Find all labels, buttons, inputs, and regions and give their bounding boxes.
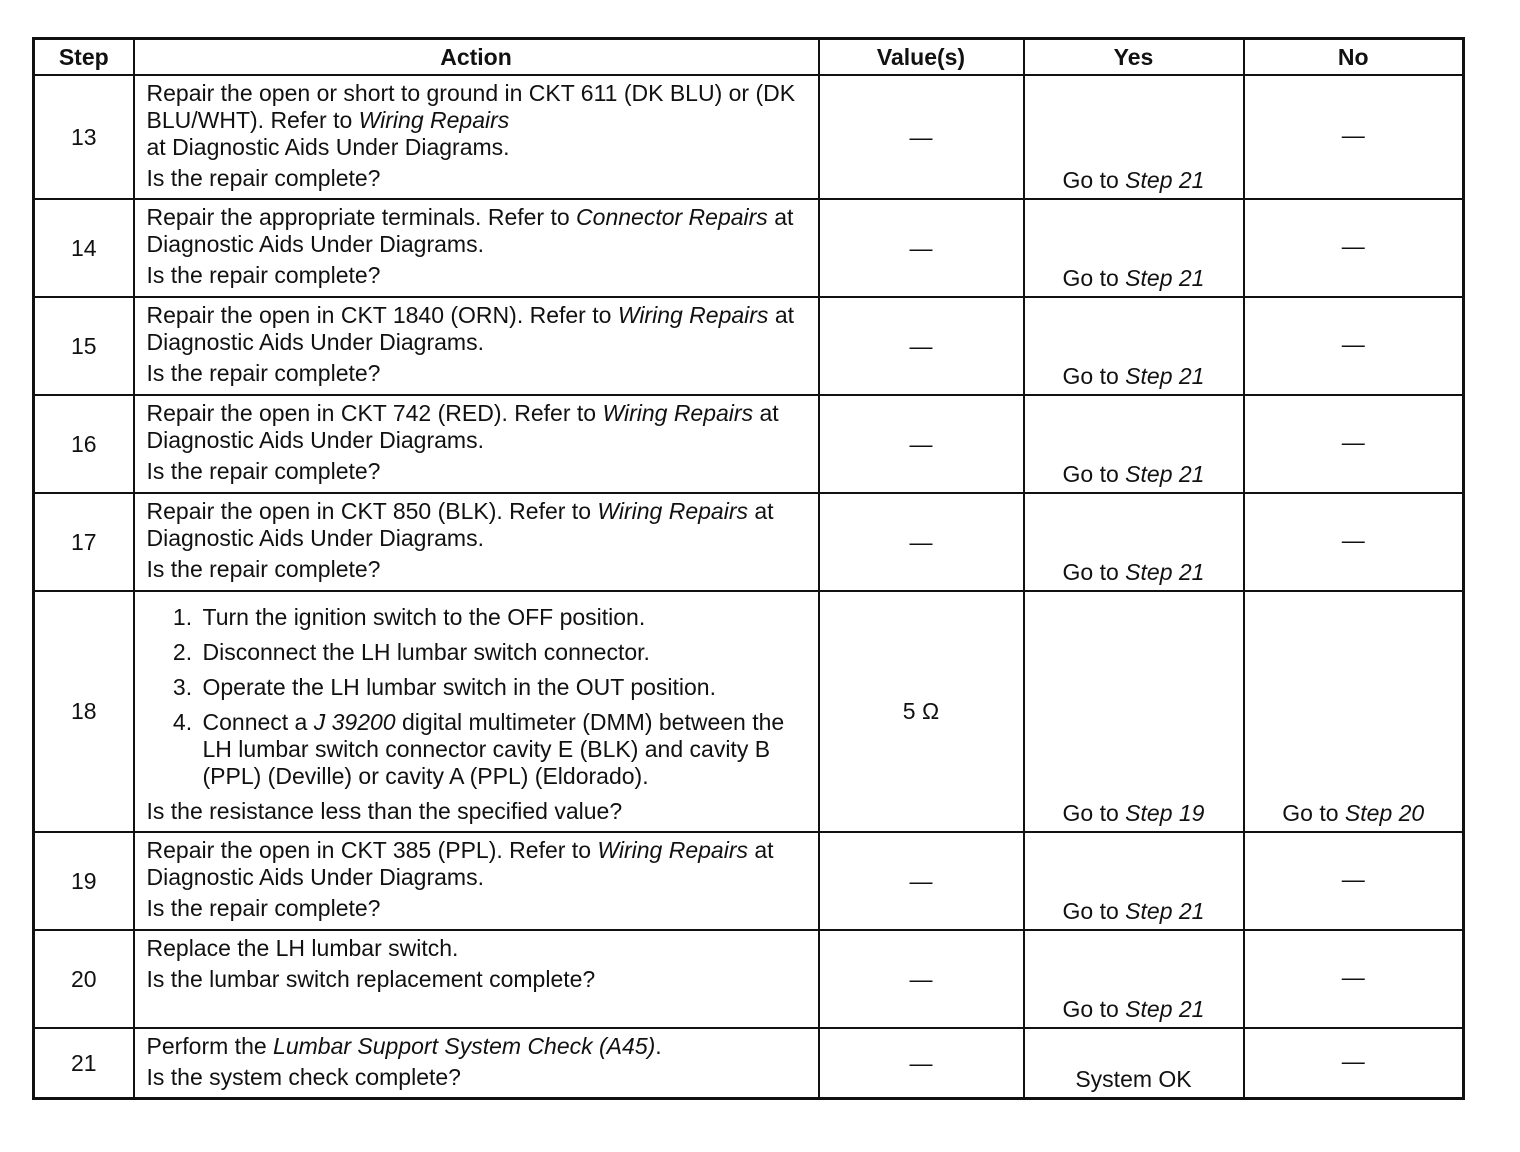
no-cell: —: [1244, 1028, 1464, 1099]
no-cell: —: [1244, 832, 1464, 930]
table-row-step-14: [34, 199, 1464, 297]
no-cell: —: [1244, 199, 1464, 297]
list-item: 2. Disconnect the LH lumbar switch connector.: [199, 639, 808, 666]
action-text: Repair the open or short to ground in CKT 611 (DK BLU) or (DK BLU/WHT). Refer to Wiring Repairs: [146, 80, 796, 133]
header-yes: Yes: [1024, 39, 1244, 76]
value-cell: —: [819, 297, 1024, 395]
table-row-step-13: [34, 75, 1464, 199]
list-item: 3. Operate the LH lumbar switch in the OUT position.: [199, 674, 808, 701]
value-cell: —: [819, 395, 1024, 493]
action-text: Repair the open in CKT 1840 (ORN). Refer to Wiring Repairs at Diagnostic Aids Under Diagrams.: [146, 302, 795, 355]
action-question: Is the repair complete?: [146, 262, 381, 288]
header-action: Action: [134, 39, 819, 76]
table-row-step-16: [34, 395, 1464, 493]
yes-cell: Go to Step 19: [1024, 591, 1244, 832]
no-cell: —: [1244, 297, 1464, 395]
action-cell: [134, 75, 819, 199]
action-cell: [134, 199, 819, 297]
action-question: Is the system check complete?: [146, 1064, 461, 1090]
value-cell: —: [819, 832, 1024, 930]
value-cell: —: [819, 75, 1024, 199]
table-row-step-21: [34, 1028, 1464, 1099]
action-cell: [134, 832, 819, 930]
header-values: Value(s): [819, 39, 1024, 76]
yes-cell: Go to Step 21: [1024, 493, 1244, 591]
action-question: Is the repair complete?: [146, 165, 381, 191]
yes-cell: Go to Step 21: [1024, 297, 1244, 395]
action-cell: [134, 591, 819, 832]
header-no: No: [1244, 39, 1464, 76]
no-cell: —: [1244, 493, 1464, 591]
value-cell: —: [819, 199, 1024, 297]
yes-cell: Go to Step 21: [1024, 395, 1244, 493]
step-number: 18: [34, 591, 134, 832]
header-step: Step: [34, 39, 134, 76]
yes-cell: Go to Step 21: [1024, 199, 1244, 297]
action-text: Repair the appropriate terminals. Refer to Connector Repairs at Diagnostic Aids Under Diagrams.: [146, 204, 794, 257]
value-cell: —: [819, 493, 1024, 591]
step-number: 14: [34, 199, 134, 297]
no-cell: —: [1244, 75, 1464, 199]
action-question: Is the repair complete?: [146, 458, 381, 484]
table-row-step-18: [34, 591, 1464, 832]
yes-cell: System OK: [1024, 1028, 1244, 1099]
table-row-step-20: [34, 930, 1464, 1028]
action-text: Replace the LH lumbar switch.: [146, 935, 459, 961]
list-item: 4. Connect a J 39200 digital multimeter (DMM) between the LH lumbar switch connector cavity E (BLK) and cavity B (PPL) (Deville) or cavity A (PPL) (Eldorado).: [199, 709, 808, 790]
action-text: Repair the open in CKT 742 (RED). Refer to Wiring Repairs at Diagnostic Aids Under Diagrams.: [146, 400, 779, 453]
value-cell: 5 Ω: [819, 591, 1024, 832]
action-text: Perform the Lumbar Support System Check (A45).: [146, 1033, 662, 1059]
value-cell: —: [819, 930, 1024, 1028]
action-cell: [134, 297, 819, 395]
yes-cell: Go to Step 21: [1024, 75, 1244, 199]
yes-cell: Go to Step 21: [1024, 930, 1244, 1028]
no-cell: —: [1244, 930, 1464, 1028]
action-cell: [134, 930, 819, 1028]
action-question: Is the repair complete?: [146, 895, 381, 921]
action-cell: [134, 1028, 819, 1099]
table-row-step-17: [34, 493, 1464, 591]
action-cell: [134, 395, 819, 493]
step-number: 17: [34, 493, 134, 591]
step-number: 19: [34, 832, 134, 930]
table-row-step-15: [34, 297, 1464, 395]
action-text: Repair the open in CKT 850 (BLK). Refer to Wiring Repairs at Diagnostic Aids Under Diagrams.: [146, 498, 774, 551]
step-number: 13: [34, 75, 134, 199]
table-row-step-19: [34, 832, 1464, 930]
action-text: Repair the open in CKT 385 (PPL). Refer to Wiring Repairs at Diagnostic Aids Under Diagrams.: [146, 837, 774, 890]
step-number: 21: [34, 1028, 134, 1099]
no-cell: —: [1244, 395, 1464, 493]
header-row: [34, 39, 1464, 76]
yes-cell: Go to Step 21: [1024, 832, 1244, 930]
value-cell: —: [819, 1028, 1024, 1099]
list-item: 1. Turn the ignition switch to the OFF position.: [199, 604, 808, 631]
step-number: 16: [34, 395, 134, 493]
no-cell: Go to Step 20: [1244, 591, 1464, 832]
action-question: Is the repair complete?: [146, 556, 381, 582]
step-number: 15: [34, 297, 134, 395]
action-question: Is the lumbar switch replacement complete?: [146, 966, 596, 992]
diagnostic-table: [32, 37, 1465, 1100]
action-question: Is the resistance less than the specified value?: [146, 798, 623, 824]
procedure-list: [147, 604, 808, 790]
step-number: 20: [34, 930, 134, 1028]
action-question: Is the repair complete?: [146, 360, 381, 386]
action-text-continued: at Diagnostic Aids Under Diagrams.: [146, 134, 510, 160]
action-cell: [134, 493, 819, 591]
